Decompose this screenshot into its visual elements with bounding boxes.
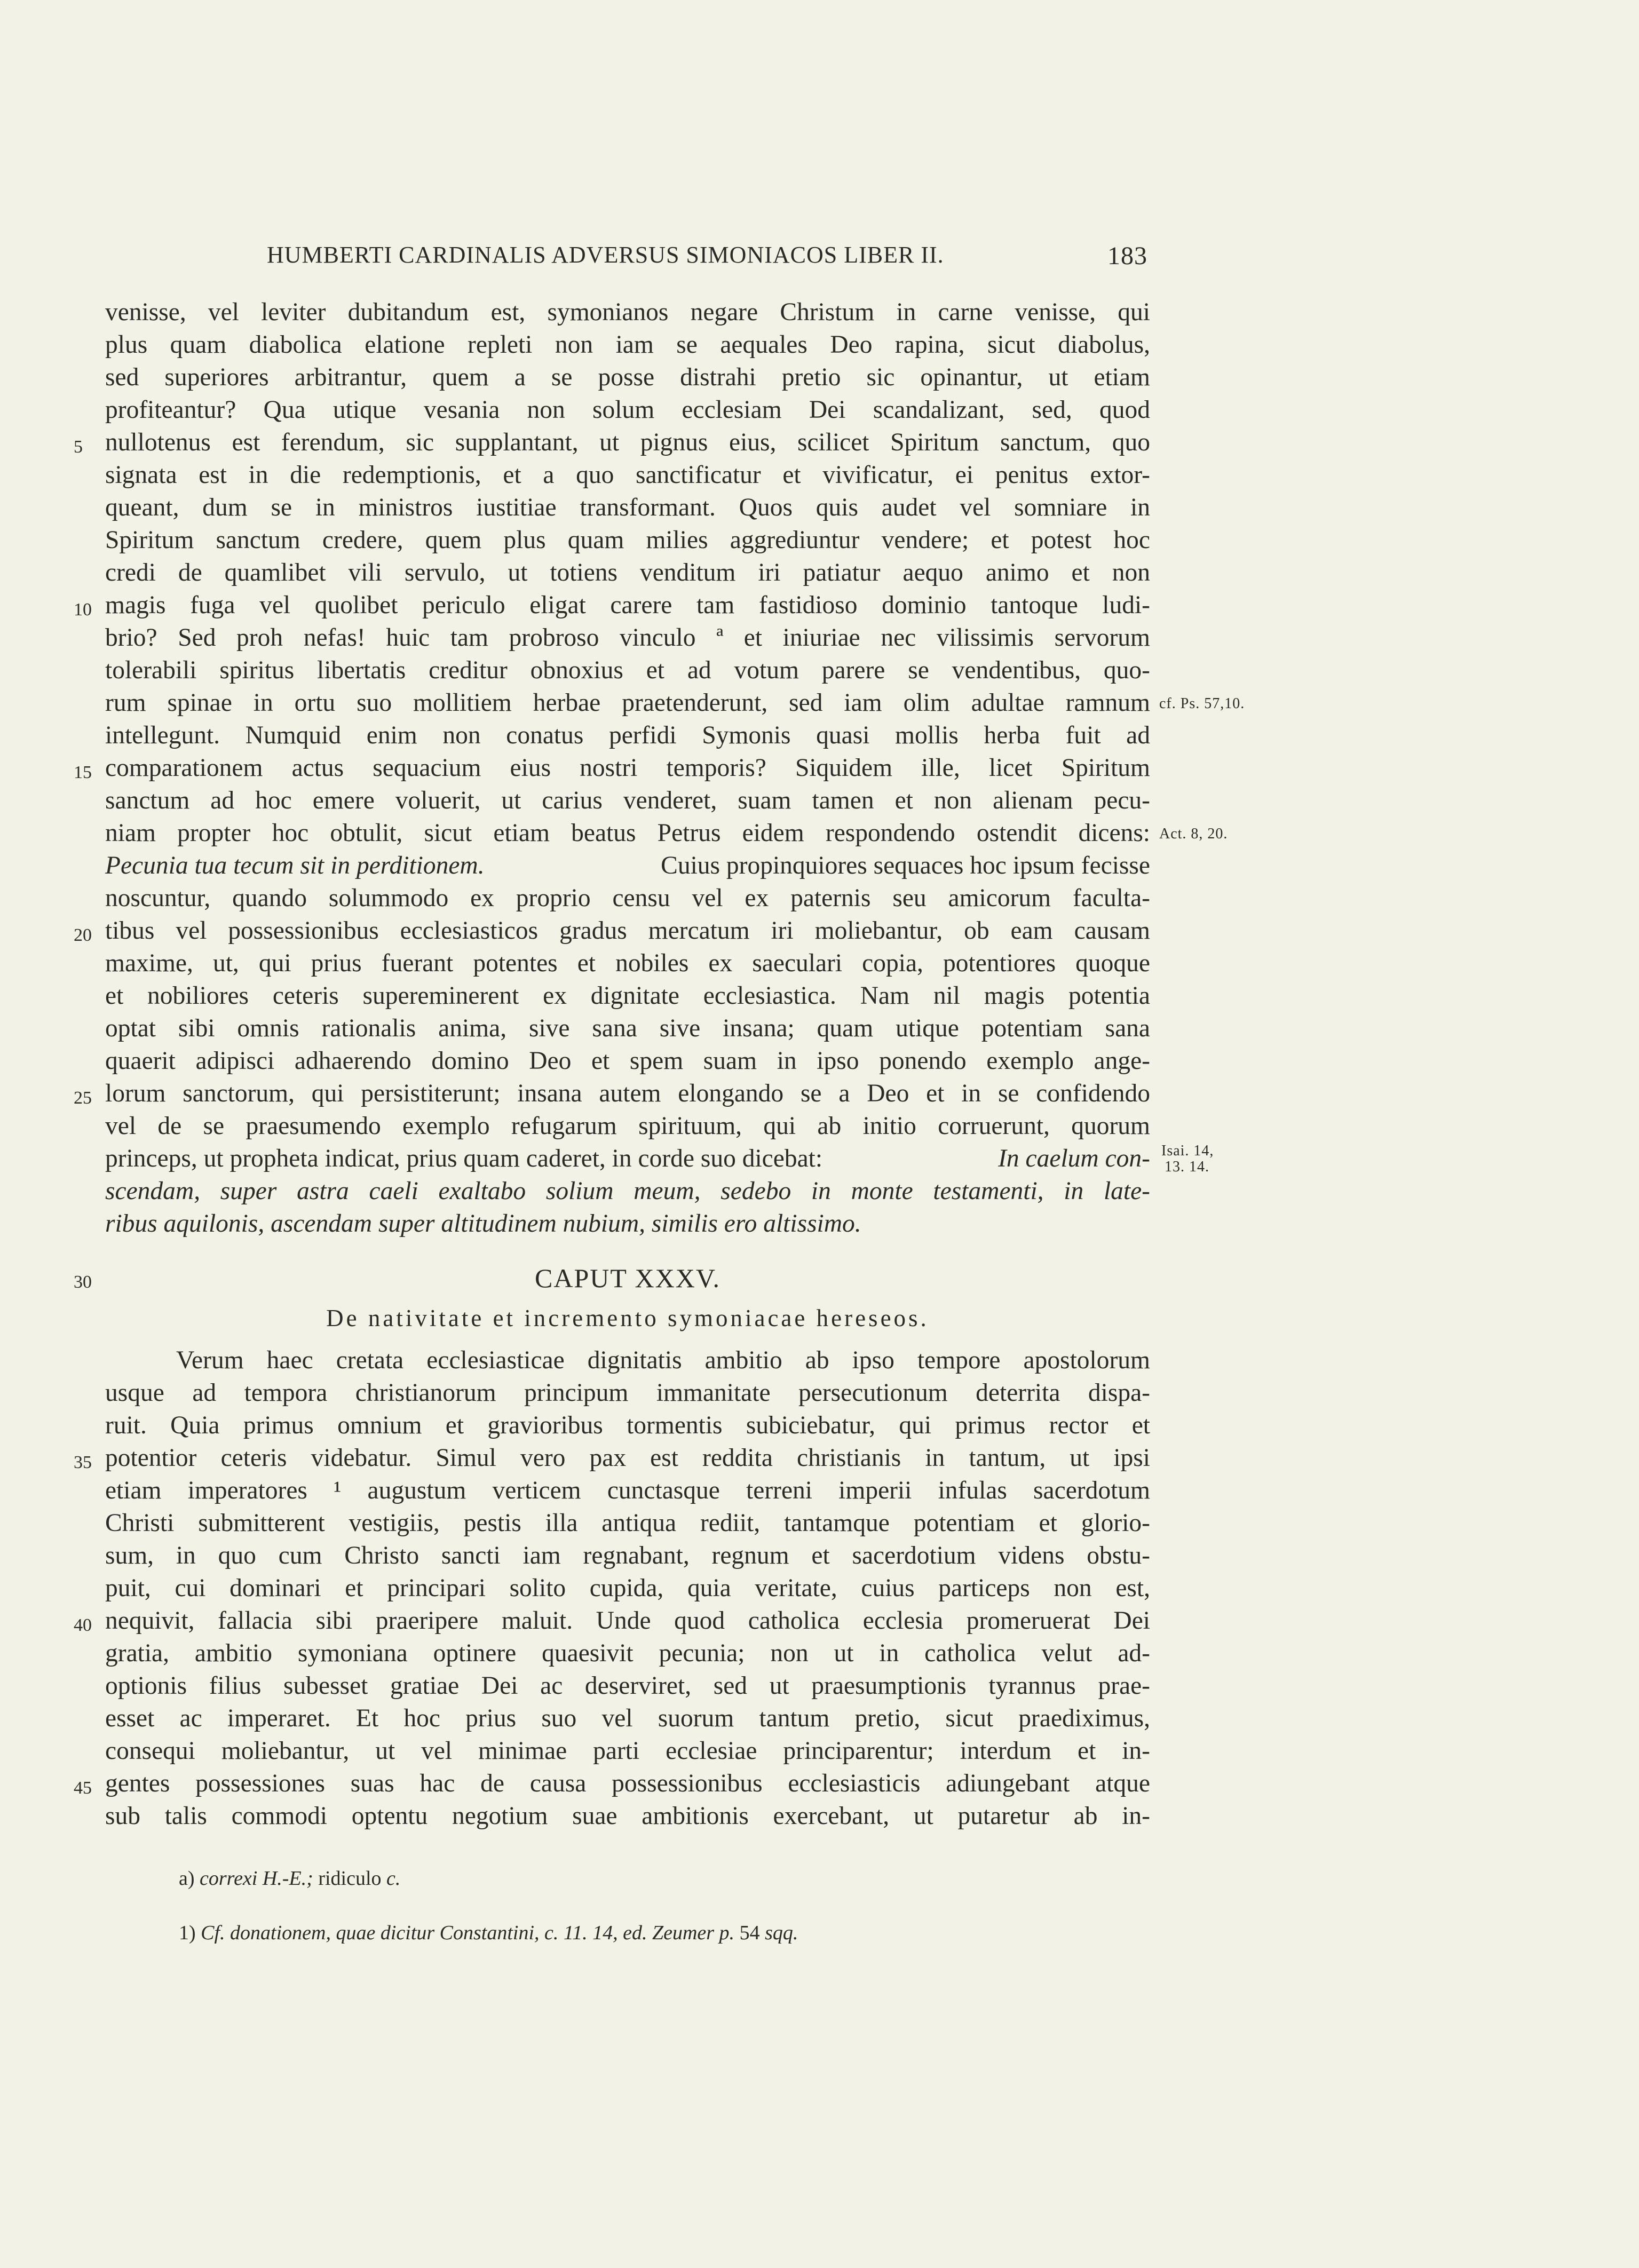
text-line: maxime, ut, qui prius fuerant potentes et nobiles ex saeculari copia, potentiores quoque	[105, 949, 1150, 977]
text-line: rum spinae in ortu suo mollitiem herbae praetenderunt, sed iam olim adultae ramnum	[105, 689, 1150, 717]
line-number: 15	[74, 763, 92, 782]
text-line: intellegunt. Numquid enim non conatus perfidi Symonis quasi mollis herba fuit ad	[105, 721, 1150, 749]
running-header	[267, 241, 1147, 273]
text-line: gentes possessiones suas hac de causa possessionibus ecclesiasticis adiungebant atque	[105, 1770, 1150, 1797]
text-run: Cuius propinquiores sequaces hoc ipsum fecisse	[654, 852, 1150, 879]
text-line: noscuntur, quando solummodo ex proprio censu vel ex paternis seu amicorum faculta-	[105, 884, 1150, 912]
text-line: usque ad tempora christianorum principum immanitate persecutionum deterrita dispa-	[105, 1379, 1150, 1407]
line-number: 45	[74, 1778, 92, 1798]
chapter-subtitle: De nativitate et incremento symoniacae hereseos.	[326, 1305, 929, 1331]
chapter-heading: CAPUT XXXV.	[534, 1263, 720, 1293]
margin-note-psalm: cf. Ps. 57,10.	[1159, 695, 1245, 712]
text-line: tibus vel possessionibus ecclesiasticos gradus mercatum iri moliebantur, ob eam causam	[105, 917, 1150, 945]
text-line: signata est in die redemptionis, et a quo sanctificatur et vivificatur, ei penitus extor-	[105, 461, 1150, 489]
quotation-line: scendam, super astra caeli exaltabo solium meum, sedebo in monte testamenti, in late-	[105, 1177, 1150, 1205]
text-line: plus quam diabolica elatione repleti non iam se aequales Deo rapina, sicut diabolus,	[105, 331, 1150, 359]
text-line: consequi moliebantur, ut vel minimae parti ecclesiae principarentur; interdum et in-	[105, 1737, 1150, 1765]
text-line: esset ac imperaret. Et hoc prius suo vel suorum tantum pretio, sicut praediximus,	[105, 1704, 1150, 1732]
text-line: Spiritum sanctum credere, quem plus quam milies aggrediuntur vendere; et potest hoc	[105, 526, 1150, 554]
footnote-page: 54	[739, 1922, 760, 1944]
text-line: optat sibi omnis rationalis anima, sive sana sive insana; quam utique potentiam sana	[105, 1014, 1150, 1042]
text-line: credi de quamlibet vili servulo, ut totiens venditum iri patiatur aequo animo et non	[105, 559, 1150, 586]
text-line: puit, cui dominari et principari solito cupida, quia veritate, cuius particeps non est,	[105, 1574, 1150, 1602]
text-line: niam propter hoc obtulit, sicut etiam beatus Petrus eidem respondendo ostendit dicens:	[105, 819, 1150, 847]
text-line: comparationem actus sequacium eius nostri temporis? Siquidem ille, licet Spiritum	[105, 754, 1150, 782]
text-line: magis fuga vel quolibet periculo eligat carere tam fastidioso dominio tantoque ludi-	[105, 591, 1150, 619]
text-line: nullotenus est ferendum, sic supplantant, ut pignus eius, scilicet Spiritum sanctum, quo	[105, 429, 1150, 456]
footnote-text: ridiculo	[318, 1867, 382, 1890]
line-number: 30	[74, 1272, 92, 1292]
quotation-italic: Pecunia tua tecum sit in perditionem.	[105, 852, 485, 879]
margin-note-acts: Act. 8, 20.	[1159, 826, 1228, 842]
footnote-marker: a)	[179, 1867, 195, 1890]
text-line: gratia, ambitio symoniana optinere quaesivit pecunia; non ut in catholica velut ad-	[105, 1639, 1150, 1667]
text-line: brio? Sed proh nefas! huic tam probroso vinculo ª et iniuriae nec vilissimis servorum	[105, 624, 1150, 652]
text-line: sed superiores arbitrantur, quem a se posse distrahi pretio sic opinantur, ut etiam	[105, 363, 1150, 391]
quotation-line: ribus aquilonis, ascendam super altitudinem nubium, similis ero altissimo.	[105, 1210, 861, 1238]
text-run: princeps, ut propheta indicat, prius quam caderet, in corde suo dicebat:	[105, 1145, 829, 1172]
text-line: Verum haec cretata ecclesiasticae dignitatis ambitio ab ipso tempore apostolorum	[176, 1346, 1150, 1374]
footnote-italic: correxi H.-E.;	[200, 1867, 313, 1890]
footnote-a	[179, 1865, 400, 1892]
footnote-sqq: sqq.	[765, 1922, 798, 1944]
text-line: potentior ceteris videbatur. Simul vero pax est reddita christianis in tantum, ut ipsi	[105, 1444, 1150, 1472]
text-line: vel de se praesumendo exemplo refugarum spirituum, qui ab initio corruerunt, quorum	[105, 1112, 1150, 1140]
line-number: 40	[74, 1615, 92, 1635]
text-line: Christi submitterent vestigiis, pestis illa antiqua rediit, tantamque potentiam et glorio-	[105, 1509, 1150, 1537]
text-line: lorum sanctorum, qui persistiterunt; insana autem elongando se a Deo et in se confidendo	[105, 1080, 1150, 1107]
text-line: nequivit, fallacia sibi praeripere maluit. Unde quod catholica ecclesia promeruerat Dei	[105, 1607, 1150, 1635]
line-number: 25	[74, 1088, 92, 1108]
text-line	[105, 1832, 1150, 1865]
line-number: 35	[74, 1453, 92, 1472]
footnote-edition: ed. Zeumer p.	[623, 1922, 735, 1944]
text-line: optionis filius subesset gratiae Dei ac deserviret, sed ut praesumptionis tyrannus prae-	[105, 1672, 1150, 1700]
text-line: sub talis commodi optentu negotium suae ambitionis exercebant, ut putaretur ab in-	[105, 1802, 1150, 1830]
text-line: tolerabili spiritus libertatis creditur obnoxius et ad votum parere se vendentibus, quo-	[105, 656, 1150, 684]
text-line: ruit. Quia primus omnium et gravioribus tormentis subiciebatur, qui primus rector et	[105, 1411, 1150, 1439]
text-line: etiam imperatores ¹ augustum verticem cunctasque terreni imperii infulas sacerdotum	[105, 1477, 1150, 1504]
text-line: sum, in quo cum Christo sancti iam regnabant, regnum et sacerdotium videns obstu-	[105, 1542, 1150, 1569]
footnote-source: c.	[386, 1867, 401, 1890]
quotation-italic: In caelum con-	[998, 1145, 1150, 1172]
line-number: 10	[74, 600, 92, 620]
text-line: quaerit adipisci adhaerendo domino Deo et spem suam in ipso ponendo exemplo ange-	[105, 1047, 1150, 1075]
page-number: 183	[1107, 242, 1147, 270]
text-line-mixed	[105, 1142, 1150, 1175]
line-number: 20	[74, 925, 92, 945]
text-line: queant, dum se in ministros iustitiae transformant. Quos quis audet vel somniare in	[105, 494, 1150, 521]
text-line: et nobiliores ceteris supereminerent ex dignitate ecclesiastica. Nam nil magis potentia	[105, 982, 1150, 1010]
text-line: venisse, vel leviter dubitandum est, symonianos negare Christum in carne venisse, qui	[105, 298, 1150, 326]
text-line: profiteantur? Qua utique vesania non solum ecclesiam Dei scandalizant, sed, quod	[105, 396, 1150, 424]
text-line: sanctum ad hoc emere voluerit, ut carius venderet, suam tamen et non alienam pecu-	[105, 787, 1150, 814]
line-number: 5	[74, 437, 83, 457]
footnote-italic: Cf. donationem, quae dicitur Constantini,	[201, 1922, 540, 1944]
footnote-marker: 1)	[179, 1922, 196, 1944]
margin-note-isaiah: Isai. 14,	[1161, 1143, 1214, 1159]
footnote-ref: c. 11. 14,	[544, 1922, 618, 1944]
text-line-mixed	[105, 849, 1150, 882]
running-title: HUMBERTI CARDINALIS ADVERSUS SIMONIACOS LIBER II.	[267, 242, 944, 268]
footnote-1	[179, 1919, 798, 1947]
margin-note-isaiah-verses: 13. 14.	[1165, 1159, 1209, 1175]
